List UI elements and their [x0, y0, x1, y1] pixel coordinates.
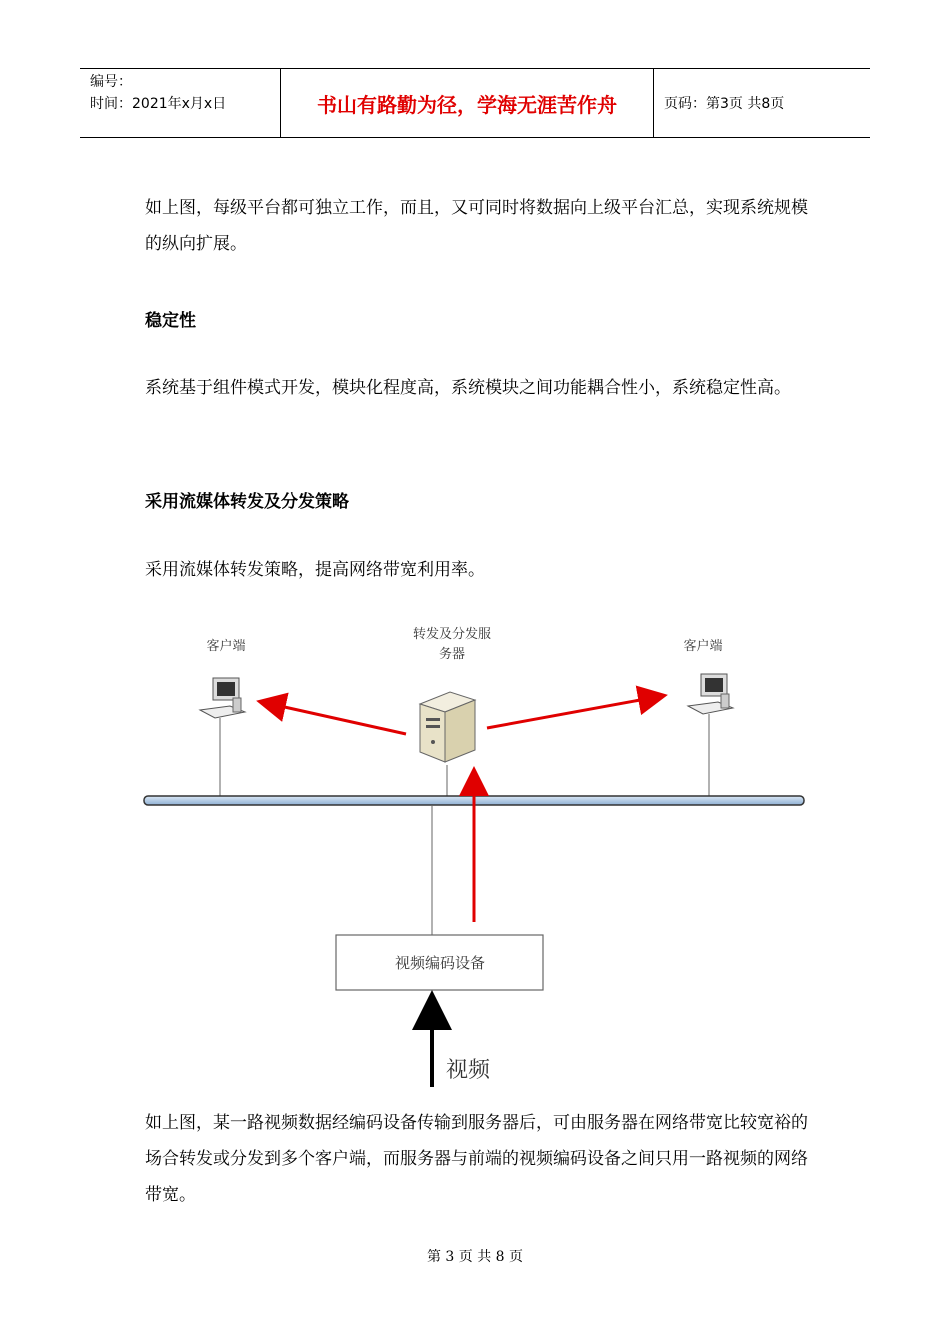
video-label: 视频: [445, 1058, 491, 1083]
encoder-label: 视频编码设备: [394, 954, 486, 972]
paragraph-1: 如上图，每级平台都可独立工作，而且，又可同时将数据向上级平台汇总，实现系统规模的纵向扩展。: [145, 198, 808, 254]
number-label: 编号：: [90, 74, 132, 90]
page-header: [80, 68, 870, 138]
header-page-label: 页码：第3页 共8页: [664, 96, 785, 112]
streaming-diagram: [0, 600, 950, 1100]
heading-streaming: 采用流媒体转发及分发策略: [145, 492, 349, 512]
time-label: 时间：2021年x月x日: [90, 96, 227, 112]
arrow-to-right-client: [487, 696, 662, 728]
heading-stability: 稳定性: [145, 311, 196, 331]
label-server-line1: 转发及分发服: [412, 627, 492, 642]
arrow-to-left-client: [262, 702, 406, 734]
paragraph-4: 如上图，某一路视频数据经编码设备传输到服务器后，可由服务器在网络带宽比较宽裕的场合转发或分发到多个客户端，而服务器与前端的视频编码设备之间只用一路视频的网络带宽。: [145, 1113, 808, 1205]
header-motto: 书山有路勤为径，学海无涯苦作舟: [281, 69, 654, 137]
server-icon: [420, 692, 475, 762]
computer-icon-right: [688, 674, 733, 714]
computer-icon-left: [200, 678, 245, 718]
paragraph-3: 采用流媒体转发策略，提高网络带宽利用率。: [145, 560, 485, 580]
label-client-left: 客户端: [206, 639, 246, 654]
header-meta: [80, 69, 281, 137]
page-footer: 第 3 页 共 8 页: [426, 1249, 524, 1265]
label-client-right: 客户端: [683, 639, 723, 654]
paragraph-2: 系统基于组件模式开发，模块化程度高，系统模块之间功能耦合性小，系统稳定性高。: [145, 378, 791, 398]
label-server-line2: 务器: [438, 647, 466, 662]
